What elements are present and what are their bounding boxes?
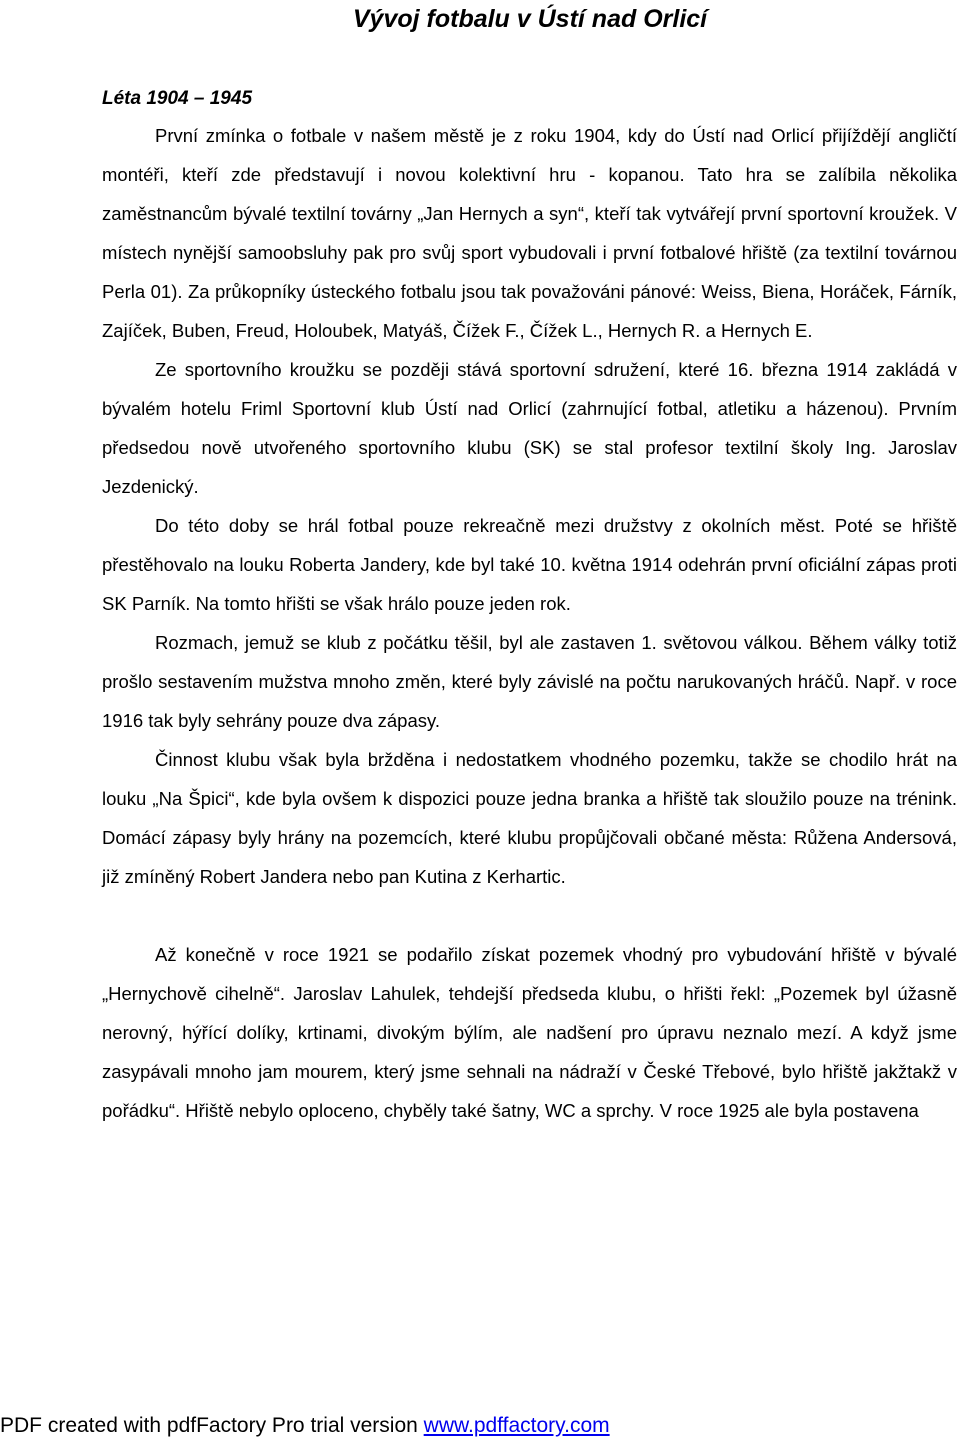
page-title: Vývoj fotbalu v Ústí nad Orlicí bbox=[352, 5, 708, 33]
paragraph-5: Činnost klubu však byla bržděna i nedostatkem vhodného pozemku, takže se chodilo hrát na louku „Na Špici“, kde byla ovšem k dispozici pouze jedna branka a hřiště tak sloužilo pouze na trénink. Domácí zápasy byly hrány na pozemcích, které klubu propůjčovali občané města: Růžena Andersová, již zmíněný Robert Jandera nebo pan Kutina z Kerhartic. bbox=[102, 749, 957, 887]
paragraph-3: Do této doby se hrál fotbal pouze rekreačně mezi družstvy z okolních měst. Poté se hřiště přestěhovalo na louku Roberta Jandery, kde byl také 10. května 1914 odehrán první oficiální zápas proti SK Parník. Na tomto hřišti se však hrálo pouze jeden rok. bbox=[102, 515, 957, 614]
pdf-footer bbox=[0, 1412, 610, 1440]
paragraph-1: První zmínka o fotbale v našem městě je z roku 1904, kdy do Ústí nad Orlicí přijíždějí angličtí montéři, kteří zde představují i novou kolektivní hru - kopanou. Tato hra se zalíbila několika zaměstnancům bývalé textilní továrny „Jan Hernych a syn“, kteří tak vytvářejí první sportovní kroužek. V místech nynější samoobsluhy pak pro svůj sport vybudovali i první fotbalové hřiště (za textilní továrnou Perla 01). Za průkopníky ústeckého fotbalu jsou tak považováni pánové: Weiss, Biena, Horáček, Fárník, Zajíček, Buben, Freud, Holoubek, Matyáš, Čížek F., Čížek L., Hernych R. a Hernych E. bbox=[102, 125, 957, 341]
paragraph-gap bbox=[102, 896, 957, 935]
document-body bbox=[102, 82, 957, 1130]
footer-text: PDF created with pdfFactory Pro trial version bbox=[0, 1414, 424, 1437]
paragraph-6: Až konečně v roce 1921 se podařilo získat pozemek vhodný pro vybudování hřiště v bývalé „Hernychově cihelně“. Jaroslav Lahulek, tehdejší předseda klubu, o hřišti řekl: „Pozemek byl úžasně nerovný, hýřící dolíky, krtinami, divokým býlím, ale nadšení pro úpravu neznalo mezí. A když jsme zasypávali mnoho jam mourem, který jsme sehnali na nádraží v České Třebové, bylo hřiště jakžtakž v pořádku“. Hřiště nebylo oploceno, chyběly také šatny, WC a sprchy. V roce 1925 ale byla postavena bbox=[102, 944, 957, 1121]
section-heading: Léta 1904 – 1945 bbox=[102, 88, 253, 109]
paragraph-2: Ze sportovního kroužku se později stává sportovní sdružení, které 16. března 1914 zakládá v bývalém hotelu Friml Sportovní klub Ústí nad Orlicí (zahrnující fotbal, atletiku a házenou). Prvním předsedou nově utvořeného sportovního klubu (SK) se stal profesor textilní školy Ing. Jaroslav Jezdenický. bbox=[102, 359, 957, 497]
paragraph-4: Rozmach, jemuž se klub z počátku těšil, byl ale zastaven 1. světovou válkou. Během války totiž prošlo sestavením mužstva mnoho změn, které byly závislé na počtu narukovaných hráčů. Např. v roce 1916 tak byly sehrány pouze dva zápasy. bbox=[102, 632, 957, 731]
footer-link[interactable]: www.pdffactory.com bbox=[423, 1414, 610, 1437]
